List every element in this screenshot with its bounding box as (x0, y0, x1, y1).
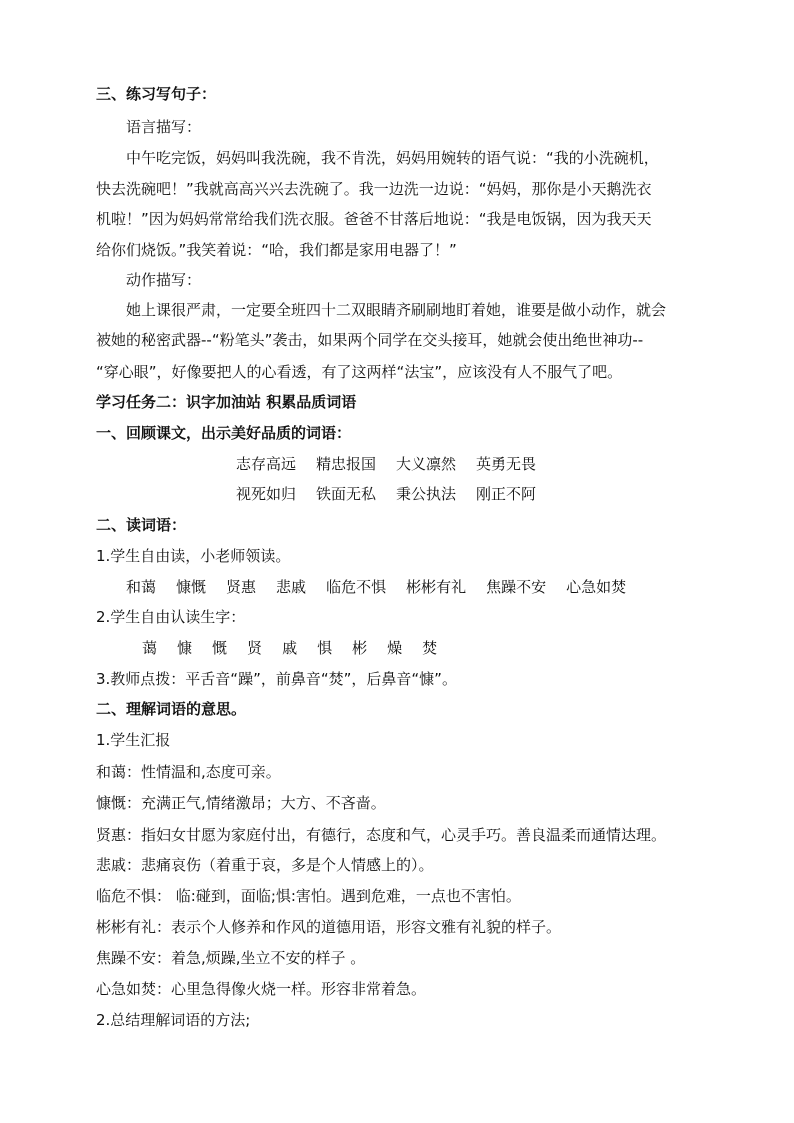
new-character: 燥 (387, 639, 403, 657)
review-heading: 一、回顾课文，出示美好品质的词语： (96, 424, 352, 442)
definition-item: 慷慨：充满正气,情绪激昂；大方、不吝啬。 (96, 794, 386, 812)
quality-words-row-1 (236, 454, 536, 474)
action-paragraph-line-2: 被她的秘密武器--“粉笔头”袭击，如果两个同学在交头接耳，她就会使出绝世神功-- (96, 331, 644, 349)
new-characters-row (142, 638, 437, 658)
new-character: 惧 (317, 639, 333, 657)
read-step-1: 1.学生自由读，小老师领读。 (96, 547, 291, 565)
vocabulary-word: 慷慨 (176, 578, 207, 596)
action-paragraph-line-3: “穿心眼”，好像要把人的心看透，有了这两样“法宝”，应该没有人不服气了吧。 (96, 363, 623, 381)
new-character: 慨 (212, 639, 228, 657)
vocabulary-word: 彬彬有礼 (406, 578, 467, 596)
quality-word: 大义凛然 (396, 455, 457, 473)
vocabulary-word: 贤惠 (226, 578, 257, 596)
language-paragraph-line-1: 中午吃完饭，妈妈叫我洗碗，我不肯洗，妈妈用婉转的语气说：“我的小洗碗机， (126, 149, 659, 167)
action-description-label: 动作描写： (126, 271, 202, 289)
understand-words-heading: 二、理解词语的意思。 (96, 700, 247, 718)
definition-item: 彬彬有礼：表示个人修养和作风的道德用语，形容文雅有礼貌的样子。 (96, 918, 562, 936)
new-character: 贤 (247, 639, 263, 657)
definition-item: 焦躁不安：着急,烦躁,坐立不安的样子 。 (96, 949, 366, 967)
definition-item: 临危不惧： 临:碰到，面临;惧:害怕。遇到危难，一点也不害怕。 (96, 887, 521, 905)
quality-word: 志存高远 (236, 455, 297, 473)
vocabulary-row (126, 577, 626, 597)
new-character: 蔼 (142, 639, 158, 657)
quality-word: 精忠报国 (316, 455, 377, 473)
quality-word: 英勇无畏 (476, 455, 537, 473)
language-paragraph-line-3: 机啦！”因为妈妈常常给我们洗衣服。爸爸不甘落后地说：“我是电饭锅，因为我天天 (96, 210, 652, 228)
task-two-heading: 学习任务二：识字加油站 积累品质词语 (96, 393, 357, 411)
vocabulary-word: 悲戚 (276, 578, 307, 596)
quality-word: 刚正不阿 (476, 485, 537, 503)
definition-item: 心急如焚：心里急得像火烧一样。形容非常着急。 (96, 980, 427, 998)
section-heading-practice-sentences: 三、练习写句子： (96, 85, 217, 103)
language-paragraph-line-2: 快去洗碗吧！”我就高高兴兴去洗碗了。我一边洗一边说：“妈妈，那你是小天鹅洗衣 (96, 180, 652, 198)
read-step-3: 3.教师点拨：平舌音“躁”，前鼻音“焚”，后鼻音“慷”。 (96, 670, 457, 688)
summary-method-label: 2.总结理解词语的方法; (96, 1011, 251, 1029)
vocabulary-word: 心急如焚 (566, 578, 627, 596)
vocabulary-word: 焦躁不安 (486, 578, 547, 596)
quality-words-row-2 (236, 484, 536, 504)
definition-item: 贤惠：指妇女甘愿为家庭付出，有德行，态度和气，心灵手巧。善良温柔而通情达理。 (96, 826, 667, 844)
read-words-heading: 二、读词语： (96, 516, 187, 534)
new-character: 焚 (422, 639, 438, 657)
action-paragraph-line-1: 她上课很严肃，一定要全班四十二双眼睛齐刷刷地盯着她，谁要是做小动作，就会 (126, 301, 667, 319)
new-character: 戚 (282, 639, 298, 657)
vocabulary-word: 临危不惧 (326, 578, 387, 596)
vocabulary-word: 和蔼 (126, 578, 157, 596)
language-description-label: 语言描写： (126, 118, 202, 136)
read-step-2: 2.学生自由认读生字： (96, 608, 246, 626)
new-character: 彬 (352, 639, 368, 657)
quality-word: 视死如归 (236, 485, 297, 503)
student-report-label: 1.学生汇报 (96, 731, 171, 749)
definition-item: 悲戚：悲痛哀伤（着重于哀，多是个人情感上的）。 (96, 856, 434, 874)
language-paragraph-line-4: 给你们烧饭。”我笑着说：“哈，我们都是家用电器了！” (96, 241, 457, 259)
quality-word: 铁面无私 (316, 485, 377, 503)
quality-word: 秉公执法 (396, 485, 457, 503)
new-character: 慷 (177, 639, 193, 657)
definition-item: 和蔼：性情温和,态度可亲。 (96, 763, 281, 781)
